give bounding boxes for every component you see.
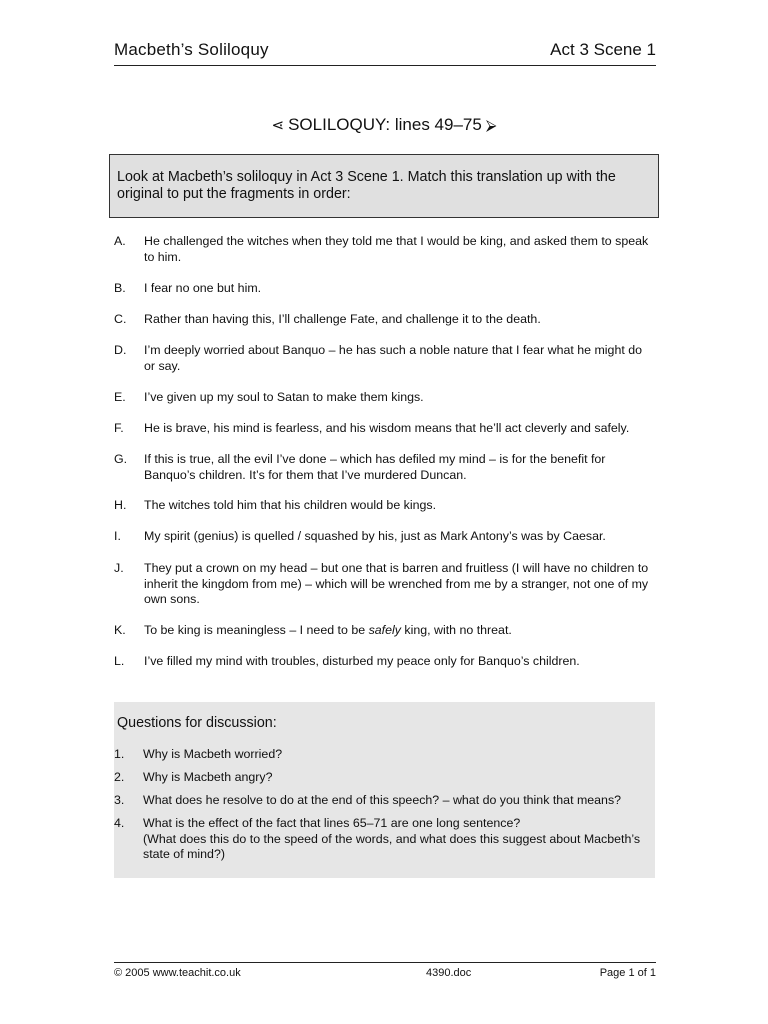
question-number: 1. [114, 747, 125, 761]
question-item [114, 816, 655, 863]
list-item [114, 281, 656, 297]
list-item [114, 343, 656, 374]
item-text-emphasis: safely [368, 623, 401, 637]
section-title [0, 115, 768, 135]
item-text [144, 623, 656, 639]
question-text: What does he resolve to do at the end of this speech? – what do you think that means? [143, 793, 622, 807]
page-header [114, 40, 656, 66]
item-letter: A. [114, 234, 126, 248]
item-text: My spirit (genius) is quelled / squashed by his, just as Mark Antony’s was by Caesar. [144, 529, 606, 543]
item-text-before: To be king is meaningless – I need to be [144, 623, 369, 637]
question-item [114, 747, 655, 763]
item-text: He is brave, his mind is fearless, and his wisdom means that he’ll act cleverly and safely. [144, 421, 630, 435]
list-item [114, 390, 656, 406]
page-number: Page 1 of 1 [599, 967, 656, 979]
item-letter: C. [114, 312, 127, 326]
item-letter: D. [114, 343, 127, 357]
item-letter: J. [114, 561, 124, 575]
question-item [114, 770, 655, 786]
instructions-box: Look at Macbeth’s soliloquy in Act 3 Scene 1. Match this translation up with the original to put the fragments in order: [109, 154, 659, 218]
list-item [114, 234, 656, 265]
item-text: Rather than having this, I’ll challenge Fate, and challenge it to the death. [144, 312, 541, 326]
list-item [114, 654, 656, 670]
section-title-text: SOLILOQUY: lines 49–75 [288, 115, 482, 134]
item-text-after: king, with no threat. [400, 623, 512, 637]
scene-label: Act 3 Scene 1 [550, 40, 656, 59]
item-letter: I. [114, 529, 121, 543]
list-item [114, 561, 656, 608]
list-item [114, 529, 656, 545]
page-footer [114, 962, 656, 983]
left-arrow-icon: ⋖ [271, 117, 285, 134]
list-item [114, 498, 656, 514]
question-text: What is the effect of the fact that lines 65–71 are one long sentence? [143, 816, 521, 830]
file-name: 4390.doc [426, 967, 472, 979]
question-number: 2. [114, 770, 125, 784]
item-text: I’ve given up my soul to Satan to make them kings. [144, 390, 424, 404]
item-text: If this is true, all the evil I’ve done – which has defiled my mind – is for the benefit for Banquo’s children. It’s for them that I’ve murdered Duncan. [144, 452, 606, 482]
question-subtext: (What does this do to the speed of the words, and what does this suggest about Macbeth’s state of mind?) [143, 831, 641, 861]
item-text: He challenged the witches when they told me that I would be king, and asked them to speak to him. [144, 234, 649, 264]
list-item [114, 421, 656, 437]
item-text: I’ve filled my mind with troubles, disturbed my peace only for Banquo’s children. [144, 654, 580, 668]
item-letter: G. [114, 452, 128, 466]
item-letter: F. [114, 421, 124, 435]
item-text: The witches told him that his children would be kings. [144, 498, 437, 512]
list-item [114, 623, 656, 639]
item-letter: L. [114, 654, 125, 668]
list-item [114, 452, 656, 483]
item-letter: B. [114, 281, 126, 295]
question-text: Why is Macbeth worried? [143, 747, 283, 761]
item-text: They put a crown on my head – but one that is barren and fruitless (I will have no children to inherit the kingdom from me) – which will be wrenched from me by a stranger, not one of my own sons. [144, 561, 649, 606]
item-letter: E. [114, 390, 126, 404]
discussion-box [114, 702, 655, 878]
right-arrow-icon: ⮚ [485, 117, 497, 134]
item-text: I fear no one but him. [144, 281, 262, 295]
document-title: Macbeth’s Soliloquy [114, 40, 269, 59]
item-letter: H. [114, 498, 127, 512]
item-text: I’m deeply worried about Banquo – he has such a noble nature that I fear what he might do or say. [144, 343, 643, 373]
list-item [114, 312, 656, 328]
question-text: Why is Macbeth angry? [143, 770, 273, 784]
item-letter: K. [114, 623, 126, 637]
question-number: 4. [114, 816, 125, 830]
question-item [114, 793, 655, 809]
question-number: 3. [114, 793, 125, 807]
copyright-text: © 2005 www.teachit.co.uk [114, 967, 241, 979]
discussion-title: Questions for discussion: [117, 715, 277, 731]
